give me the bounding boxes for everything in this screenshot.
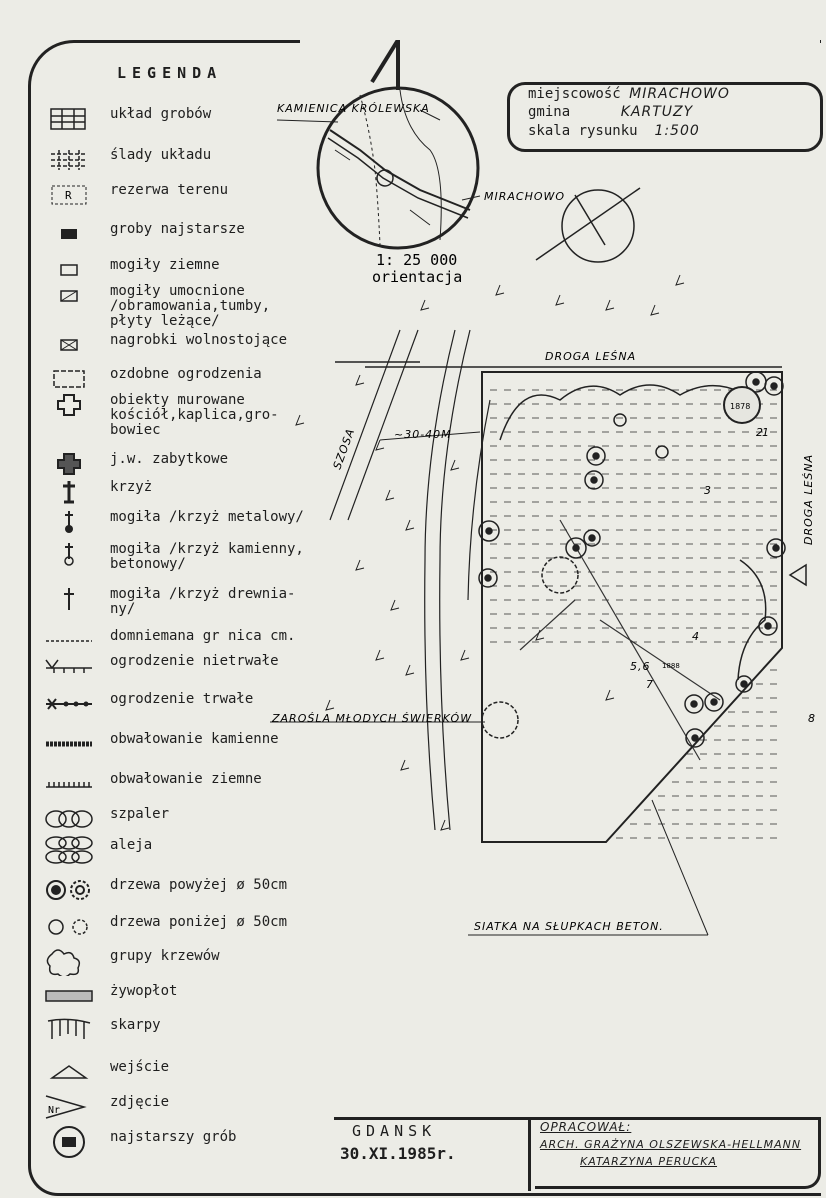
legend-item xyxy=(40,984,340,1008)
commune-value: KARTUZY xyxy=(620,104,694,120)
legend-item-label: wejście xyxy=(110,1059,170,1075)
legend-item-label: układ grobów xyxy=(110,106,212,122)
legend-item-label: obwałowanie ziemne xyxy=(110,771,262,787)
scale-value: 1:500 xyxy=(654,123,700,139)
grave-grid xyxy=(490,390,777,838)
legend-item xyxy=(40,1095,340,1119)
cemetery-boundary xyxy=(482,372,782,842)
legend-item-label: ogrodzenie trwałe xyxy=(110,691,254,707)
photo-marker-2: 2 xyxy=(756,426,764,439)
legend-item xyxy=(40,949,340,973)
oldest-graves-icon xyxy=(40,222,98,246)
large-tree-icon xyxy=(40,878,98,902)
reserve-icon xyxy=(40,183,98,207)
svg-text:Nr: Nr xyxy=(48,1105,61,1116)
svg-text:R: R xyxy=(65,189,72,202)
road-top-label: DROGA LEŚNA xyxy=(545,350,637,363)
footer-city: GDANSK xyxy=(352,1122,437,1140)
place-value: MIRACHOWO xyxy=(629,86,730,102)
metal-cross-icon xyxy=(40,510,98,534)
prepared-label: OPRACOWAŁ: xyxy=(540,1120,632,1134)
legend-item-label: ozdobne ogrodzenia xyxy=(110,366,262,382)
hedge-icon xyxy=(40,984,98,1008)
north-arrow-icon xyxy=(372,40,398,90)
legend-item-label: szpaler xyxy=(110,806,170,822)
legend-item-label: mogiły umocnione /obramowania,tumby, płyty leżące/ xyxy=(110,283,271,329)
legend-item-label: grupy krzewów xyxy=(110,948,220,964)
footer-date: 30.XI.1985r. xyxy=(340,1144,456,1163)
tree-icon xyxy=(656,446,668,458)
legend-item-label: j.w. zabytkowe xyxy=(110,451,229,467)
grave-trace-icon xyxy=(40,148,98,172)
fence-label: SIATKA NA SŁUPKACH BETON. xyxy=(474,920,664,933)
legend-item-label: ogrodzenie nietrwałe xyxy=(110,653,279,669)
ornamental-fence-icon xyxy=(40,367,98,391)
temporary-fence-icon xyxy=(40,654,98,678)
distance-label: ~30-40M xyxy=(394,428,452,441)
grave-grid-icon xyxy=(40,107,98,131)
espalier-icon xyxy=(40,807,98,831)
legend-item-label: żywopłot xyxy=(110,983,178,999)
site-map xyxy=(270,40,826,940)
tree-icon xyxy=(482,702,518,738)
highway-label: SZOSA xyxy=(330,426,358,472)
legend-item-label: mogiła /krzyż kamienny, betonowy/ xyxy=(110,541,304,572)
legend-item-label: rezerwa terenu xyxy=(110,182,229,198)
legend-item-label: groby najstarsze xyxy=(110,221,245,237)
legend-item xyxy=(40,1130,340,1154)
masonry-building-icon xyxy=(40,393,98,417)
earth-mound-icon xyxy=(40,258,98,282)
orientation-place-b: MIRACHOWO xyxy=(484,190,566,203)
legend-item-label: mogiła /krzyż drewnia- ny/ xyxy=(110,586,296,617)
road-right-label: DROGA LEŚNA xyxy=(802,453,815,545)
reinforced-mound-icon xyxy=(40,284,98,308)
legend-item-label: aleja xyxy=(110,837,153,853)
year-label: 1888 xyxy=(662,662,680,670)
thicket-label: ZAROŚLA MŁODYCH ŚWIERKÓW xyxy=(272,712,473,725)
legend-title: LEGENDA xyxy=(117,64,223,82)
cross-icon xyxy=(40,480,98,504)
permanent-fence-icon xyxy=(40,692,98,716)
orientation-place-a: KAMIENICA KRÓLEWSKA xyxy=(277,102,430,115)
scale-label: skala rysunku xyxy=(528,123,638,139)
photo-marker-4: 4 xyxy=(692,630,700,643)
legend-item xyxy=(40,1018,340,1042)
legend-item-label: mogiły ziemne xyxy=(110,257,220,273)
freestanding-tomb-icon xyxy=(40,333,98,357)
photo-marker-5: 5,6 xyxy=(630,660,651,673)
legend-item-label: obwałowanie kamienne xyxy=(110,731,279,747)
highway-lines xyxy=(330,330,490,830)
legend-item-label: nagrobki wolnostojące xyxy=(110,332,288,348)
legend-item-label: krzyż xyxy=(110,479,153,495)
orientation-scale: 1: 25 000 xyxy=(376,251,458,269)
legend-item xyxy=(40,1060,340,1084)
photo-marker-7: 7 xyxy=(646,678,654,691)
wooden-cross-icon xyxy=(40,587,98,611)
place-label: miejscowość xyxy=(528,86,621,102)
legend-item-label: drzewa poniżej ø 50cm xyxy=(110,914,288,930)
shrub-group-icon xyxy=(40,949,98,973)
legend-item-label: domniemana gr nica cm. xyxy=(110,628,296,644)
commune-label: gmina xyxy=(528,104,571,120)
stone-embankment-icon xyxy=(40,732,98,756)
boundary-line-icon xyxy=(40,629,98,653)
entrance-icon xyxy=(40,1060,98,1084)
legend-item-label: skarpy xyxy=(110,1017,161,1033)
entrance-marker-icon xyxy=(790,565,806,585)
photo-icon xyxy=(40,1095,98,1119)
orientation-label: orientacja xyxy=(372,268,463,286)
legend-item-label: drzewa powyżej ø 50cm xyxy=(110,877,288,893)
tree-icon xyxy=(614,414,626,426)
legend-item-label: ślady układu xyxy=(110,147,212,163)
alley-icon xyxy=(40,838,98,862)
photo-marker-8: 8 xyxy=(808,712,816,725)
tree-icon xyxy=(542,557,578,593)
photo-marker-3: 3 xyxy=(704,484,712,497)
slope-icon xyxy=(40,1018,98,1042)
stone-cross-icon xyxy=(40,542,98,566)
legend-item-label: mogiła /krzyż metalowy/ xyxy=(110,509,304,525)
legend-item-label: najstarszy grób xyxy=(110,1129,237,1145)
author-2: KATARZYNA PERUCKA xyxy=(580,1155,718,1168)
earth-embankment-icon xyxy=(40,772,98,796)
small-tree-icon xyxy=(40,915,98,939)
historic-building-icon xyxy=(40,452,98,476)
oldest-grave-icon xyxy=(40,1130,98,1154)
legend-item-label: zdjęcie xyxy=(110,1094,170,1110)
trees xyxy=(479,372,785,747)
legend-item-label: obiekty murowane kościół,kaplica,gro- bowiec xyxy=(110,392,279,438)
author-1: ARCH. GRAŻYNA OLSZEWSKA-HELLMANN xyxy=(540,1138,802,1151)
photo-marker-1: 1 xyxy=(762,426,770,439)
grave-year: 1878 xyxy=(730,402,751,411)
